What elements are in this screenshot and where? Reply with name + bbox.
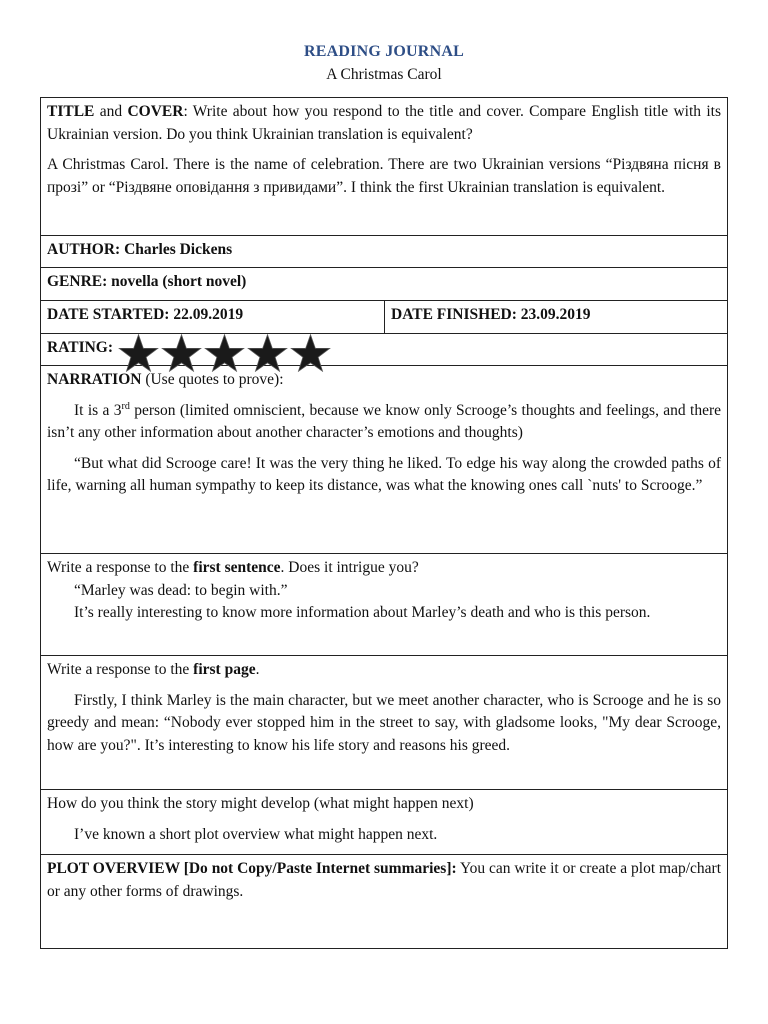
narration-answer: It is a 3rd person (limited omniscient, because we know only Scrooge’s thoughts and feelings, and there isn’t any other information about another character’s emotions and thoughts) [47,400,722,441]
first-sentence-quote: “Marley was dead: to begin with.” [74,581,288,599]
rating-row [41,334,727,366]
title-cover-prompt: TITLE and COVER: Write about how you respond to the title and cover. Compare English title with its Ukrainian version. Do you think Ukrainian translation is equivalent? [47,103,722,143]
genre-row [41,268,727,301]
first-sentence-prompt: Write a response to the first sentence. Does it intrigue you? [47,559,419,576]
narration-quote: “But what did Scrooge care! It was the very thing he liked. To edge his way along the crowded paths of life, warning all human sympathy to keep its distance, was what the knowing ones call `nuts' to Scrooge.” [47,454,721,494]
narration-section [41,366,727,554]
author-row [41,236,727,268]
author-text: AUTHOR: Charles Dickens [47,241,233,258]
rating-label: RATING: [47,339,114,356]
plot-overview-prompt: PLOT OVERVIEW [Do not Copy/Paste Internet summaries]: You can write it or create a plot map/chart or any other forms of drawings. [47,860,722,900]
title-cover-answer: A Christmas Carol. There is the name of celebration. There are two Ukrainian versions “Різдвяна пісня в прозі” or “Різдвяне оповідання з привидами”. I think the first Ukrainian translation is equivalent. [47,156,721,196]
date-finished: DATE FINISHED: 23.09.2019 [391,306,591,323]
first-page-section [41,656,727,790]
first-sentence-answer: It’s really interesting to know more information about Marley’s death and who is this person. [74,604,651,621]
first-page-prompt: Write a response to the first page. [47,661,260,678]
date-finished-cell [385,301,727,333]
genre-text: GENRE: novella (short novel) [47,273,247,290]
narration-prompt: NARRATION (Use quotes to prove): [47,371,284,388]
journal-table [40,97,728,949]
develop-prompt: How do you think the story might develop (what might happen next) [47,795,474,812]
dates-row [41,301,727,334]
title-cover-section [41,98,727,236]
journal-heading: READING JOURNAL [304,43,464,60]
develop-section [41,790,727,855]
date-started-cell [41,301,385,333]
first-page-answer: Firstly, I think Marley is the main character, but we meet another character, who is Scrooge and he is so greedy and mean: “Nobody ever stopped him in the street to say, with gladsome looks, "My dear Scrooge, how are you?". It’s interesting to know his life story and reasons his greed. [47,691,721,754]
journal-subheading: A Christmas Carol [326,66,442,83]
first-sentence-section [41,554,727,656]
date-started: DATE STARTED: 22.09.2019 [47,306,244,323]
develop-answer: I’ve known a short plot overview what might happen next. [74,825,438,843]
plot-overview-section [41,855,727,948]
